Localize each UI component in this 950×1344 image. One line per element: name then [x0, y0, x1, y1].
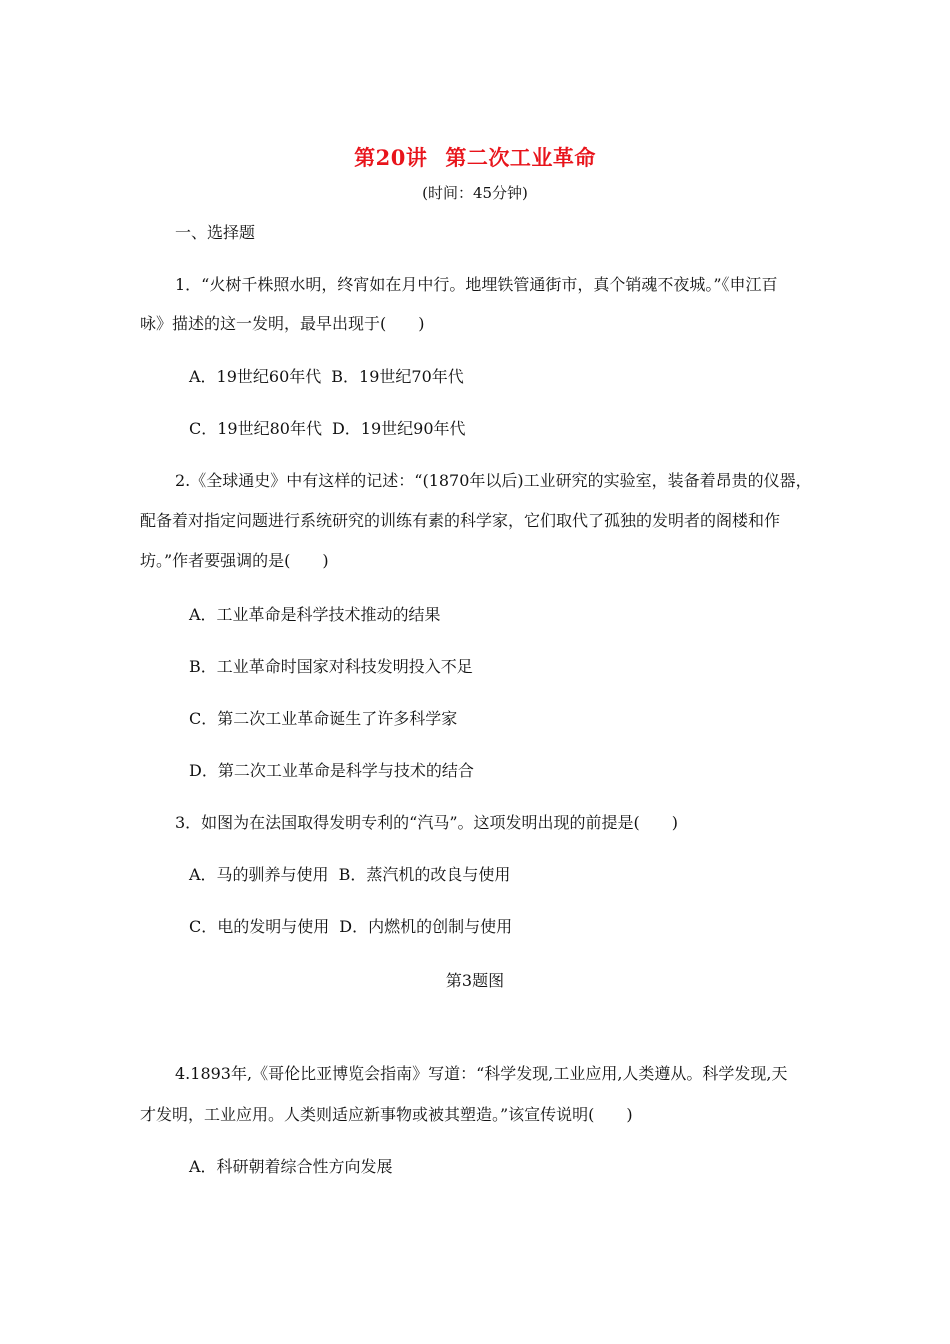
q2-option-b: B．工业革命时国家对科技发明投入不足: [189, 657, 473, 676]
q4-stem-line-2: 才发明，工业应用。人类则适应新事物或被其塑造。”该宣传说明( ): [140, 1105, 633, 1124]
q1-stem-line-1: 1．“火树千株照水明，终宵如在月中行。地埋铁管通街市，真个销魂不夜城。”《申江百: [175, 275, 778, 294]
q3-figure-caption: 第3题图: [445, 971, 505, 990]
q3-stem-line-1: 3．如图为在法国取得发明专利的“汽马”。这项发明出现的前提是( ): [175, 813, 679, 832]
q3-options-row-1: [189, 864, 510, 886]
q2-option-c: C．第二次工业革命诞生了许多科学家: [189, 709, 458, 728]
q1-option-c: C．19世纪80年代: [189, 419, 322, 438]
q1-stem-line-2: 咏》描述的这一发明，最早出现于( ): [140, 314, 425, 333]
q1-option-b: B．19世纪70年代: [331, 367, 464, 386]
q3-option-a: A．马的驯养与使用: [189, 865, 329, 884]
lecture-number: 第20讲: [354, 145, 428, 170]
q4-stem-line-1: 4.1893年,《哥伦比亚博览会指南》写道：“科学发现,工业应用,人类遵从。科学发现,天: [175, 1064, 788, 1083]
q1-option-d: D．19世纪90年代: [331, 419, 466, 438]
q3-option-c: C．电的发明与使用: [189, 917, 330, 936]
q2-option-d: D．第二次工业革命是科学与技术的结合: [189, 761, 474, 780]
q3-option-b: B．蒸汽机的改良与使用: [338, 865, 511, 884]
q1-options-row-1: [189, 366, 464, 388]
q1-option-a: A．19世纪60年代: [189, 367, 322, 386]
q2-stem-line-1: 2.《全球通史》中有这样的记述：“(1870年以后)工业研究的实验室，装备着昂贵的仪器，: [175, 471, 812, 490]
section-heading: 一、选择题: [175, 223, 256, 242]
q4-option-a: A．科研朝着综合性方向发展: [189, 1157, 393, 1176]
q2-stem-line-2: 配备着对指定问题进行系统研究的训练有素的科学家，它们取代了孤独的发明者的阁楼和作: [140, 511, 781, 530]
time-limit: (时间：45分钟): [422, 184, 528, 202]
page-title: [0, 142, 950, 172]
q3-option-d: D．内燃机的创制与使用: [339, 917, 513, 936]
q1-options-row-2: [189, 418, 466, 440]
q2-stem-line-3: 坊。”作者要强调的是( ): [140, 551, 329, 570]
q2-option-a: A．工业革命是科学技术推动的结果: [189, 605, 441, 624]
q3-options-row-2: [189, 916, 512, 938]
lecture-topic: 第二次工业革命: [445, 145, 596, 170]
